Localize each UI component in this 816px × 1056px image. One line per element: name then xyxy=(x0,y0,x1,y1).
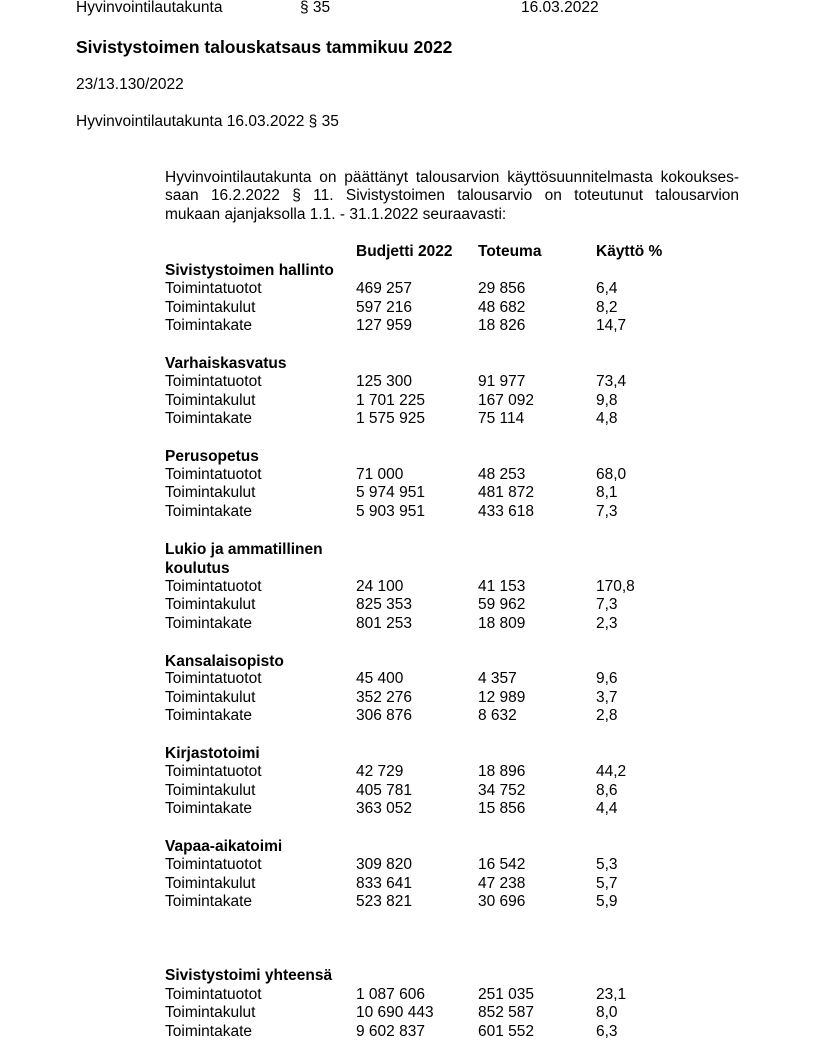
row-label: Toimintakate xyxy=(165,410,253,427)
row-usage: 14,7 xyxy=(596,317,627,334)
row-budget: 405 781 xyxy=(356,782,413,799)
row-budget: 24 100 xyxy=(356,578,404,595)
row-budget: 1 575 925 xyxy=(356,410,425,427)
row-budget: 352 276 xyxy=(356,689,413,706)
row-usage: 9,8 xyxy=(596,392,618,409)
row-actual: 12 989 xyxy=(478,689,526,706)
row-label: Toimintakate xyxy=(165,800,253,817)
row-usage: 2,3 xyxy=(596,615,618,632)
row-actual: 30 696 xyxy=(478,893,526,910)
row-label: Toimintatuotot xyxy=(165,986,262,1003)
row-budget: 801 253 xyxy=(356,615,413,632)
row-actual: 8 632 xyxy=(478,707,517,724)
row-usage: 3,7 xyxy=(596,689,618,706)
row-actual: 167 092 xyxy=(478,392,535,409)
meeting-line: Hyvinvointilautakunta 16.03.2022 § 35 xyxy=(76,113,339,130)
reference-number: 23/13.130/2022 xyxy=(76,76,184,93)
row-budget: 45 400 xyxy=(356,670,404,687)
row-usage: 5,3 xyxy=(596,856,618,873)
row-actual: 48 682 xyxy=(478,299,526,316)
section-title: Varhaiskasvatus xyxy=(165,355,287,372)
row-actual: 18 809 xyxy=(478,615,526,632)
row-label: Toimintatuotot xyxy=(165,670,262,687)
row-budget: 597 216 xyxy=(356,299,413,316)
row-usage: 44,2 xyxy=(596,763,627,780)
section-title: Vapaa-aikatoimi xyxy=(165,838,283,855)
row-usage: 9,6 xyxy=(596,670,618,687)
row-usage: 8,6 xyxy=(596,782,618,799)
row-budget: 5 903 951 xyxy=(356,503,425,520)
paragraph-line: saan 16.2.2022 § 11. Sivistystoimen talousarvio on toteutunut talousarvion xyxy=(165,187,739,205)
row-actual: 75 114 xyxy=(478,410,525,427)
row-label: Toimintakate xyxy=(165,615,253,632)
row-actual: 4 357 xyxy=(478,670,517,687)
section-title: Lukio ja ammatillinen xyxy=(165,541,323,558)
row-actual: 601 552 xyxy=(478,1023,535,1040)
row-label: Toimintatuotot xyxy=(165,578,262,595)
row-label: Toimintakulut xyxy=(165,689,256,706)
row-actual: 41 153 xyxy=(478,578,526,595)
row-actual: 29 856 xyxy=(478,280,526,297)
row-usage: 4,4 xyxy=(596,800,618,817)
header-date: 16.03.2022 xyxy=(521,0,599,16)
header-section: § 35 xyxy=(300,0,331,16)
document-title: Sivistystoimen talouskatsaus tammikuu 2022 xyxy=(76,37,453,57)
column-header-budget: Budjetti 2022 xyxy=(356,243,453,260)
row-actual: 433 618 xyxy=(478,503,535,520)
row-budget: 5 974 951 xyxy=(356,484,425,501)
row-actual: 18 826 xyxy=(478,317,526,334)
column-header-usage: Käyttö % xyxy=(596,243,663,260)
row-actual: 34 752 xyxy=(478,782,526,799)
section-title: Sivistystoimen hallinto xyxy=(165,262,334,279)
row-usage: 8,2 xyxy=(596,299,618,316)
paragraph-line: mukaan ajanjaksolla 1.1. - 31.1.2022 seuraavasti: xyxy=(165,205,507,223)
row-budget: 825 353 xyxy=(356,596,413,613)
row-budget: 10 690 443 xyxy=(356,1004,434,1021)
row-budget: 523 821 xyxy=(356,893,413,910)
row-actual: 91 977 xyxy=(478,373,526,390)
row-budget: 71 000 xyxy=(356,466,404,483)
row-usage: 4,8 xyxy=(596,410,618,427)
row-actual: 251 035 xyxy=(478,986,535,1003)
row-actual: 15 856 xyxy=(478,800,526,817)
row-budget: 42 729 xyxy=(356,763,404,780)
section-title: Perusopetus xyxy=(165,448,259,465)
row-actual: 47 238 xyxy=(478,875,526,892)
row-usage: 23,1 xyxy=(596,986,627,1003)
row-usage: 6,4 xyxy=(596,280,618,297)
row-budget: 833 641 xyxy=(356,875,413,892)
row-actual: 59 962 xyxy=(478,596,526,613)
row-budget: 1 087 606 xyxy=(356,986,425,1003)
row-label: Toimintatuotot xyxy=(165,763,262,780)
row-budget: 469 257 xyxy=(356,280,413,297)
section-title: Kirjastotoimi xyxy=(165,745,260,762)
row-budget: 9 602 837 xyxy=(356,1023,425,1040)
column-header-actual: Toteuma xyxy=(478,243,542,260)
row-usage: 8,1 xyxy=(596,484,618,501)
row-actual: 852 587 xyxy=(478,1004,535,1021)
row-label: Toimintatuotot xyxy=(165,280,262,297)
row-actual: 18 896 xyxy=(478,763,526,780)
row-label: Toimintakulut xyxy=(165,782,256,799)
row-budget: 127 959 xyxy=(356,317,413,334)
row-usage: 2,8 xyxy=(596,707,618,724)
row-budget: 306 876 xyxy=(356,707,413,724)
row-usage: 73,4 xyxy=(596,373,627,390)
row-label: Toimintakate xyxy=(165,503,253,520)
row-usage: 5,7 xyxy=(596,875,618,892)
row-budget: 309 820 xyxy=(356,856,413,873)
row-label: Toimintakulut xyxy=(165,392,256,409)
row-label: Toimintakulut xyxy=(165,596,256,613)
section-title-continued: koulutus xyxy=(165,560,230,577)
row-budget: 1 701 225 xyxy=(356,392,425,409)
totals-title: Sivistystoimi yhteensä xyxy=(165,967,333,984)
row-usage: 170,8 xyxy=(596,578,635,595)
row-usage: 5,9 xyxy=(596,893,618,910)
row-label: Toimintatuotot xyxy=(165,373,262,390)
row-actual: 16 542 xyxy=(478,856,526,873)
intro-paragraph xyxy=(165,169,739,224)
row-label: Toimintakulut xyxy=(165,484,256,501)
row-label: Toimintakate xyxy=(165,1023,253,1040)
row-usage: 7,3 xyxy=(596,503,618,520)
row-label: Toimintatuotot xyxy=(165,466,262,483)
section-title: Kansalaisopisto xyxy=(165,653,284,670)
row-usage: 6,3 xyxy=(596,1023,618,1040)
row-label: Toimintakulut xyxy=(165,299,256,316)
row-label: Toimintakate xyxy=(165,317,253,334)
row-label: Toimintakulut xyxy=(165,875,256,892)
row-budget: 125 300 xyxy=(356,373,413,390)
row-usage: 8,0 xyxy=(596,1004,618,1021)
paragraph-line: Hyvinvointilautakunta on päättänyt talousarvion käyttösuunnitelmasta kokoukses- xyxy=(165,169,739,186)
row-budget: 363 052 xyxy=(356,800,413,817)
row-label: Toimintakate xyxy=(165,893,253,910)
header-committee: Hyvinvointilautakunta xyxy=(76,0,223,16)
row-actual: 481 872 xyxy=(478,484,535,501)
row-actual: 48 253 xyxy=(478,466,526,483)
row-label: Toimintakate xyxy=(165,707,253,724)
row-label: Toimintakulut xyxy=(165,1004,256,1021)
row-label: Toimintatuotot xyxy=(165,856,262,873)
row-usage: 7,3 xyxy=(596,596,618,613)
row-usage: 68,0 xyxy=(596,466,627,483)
